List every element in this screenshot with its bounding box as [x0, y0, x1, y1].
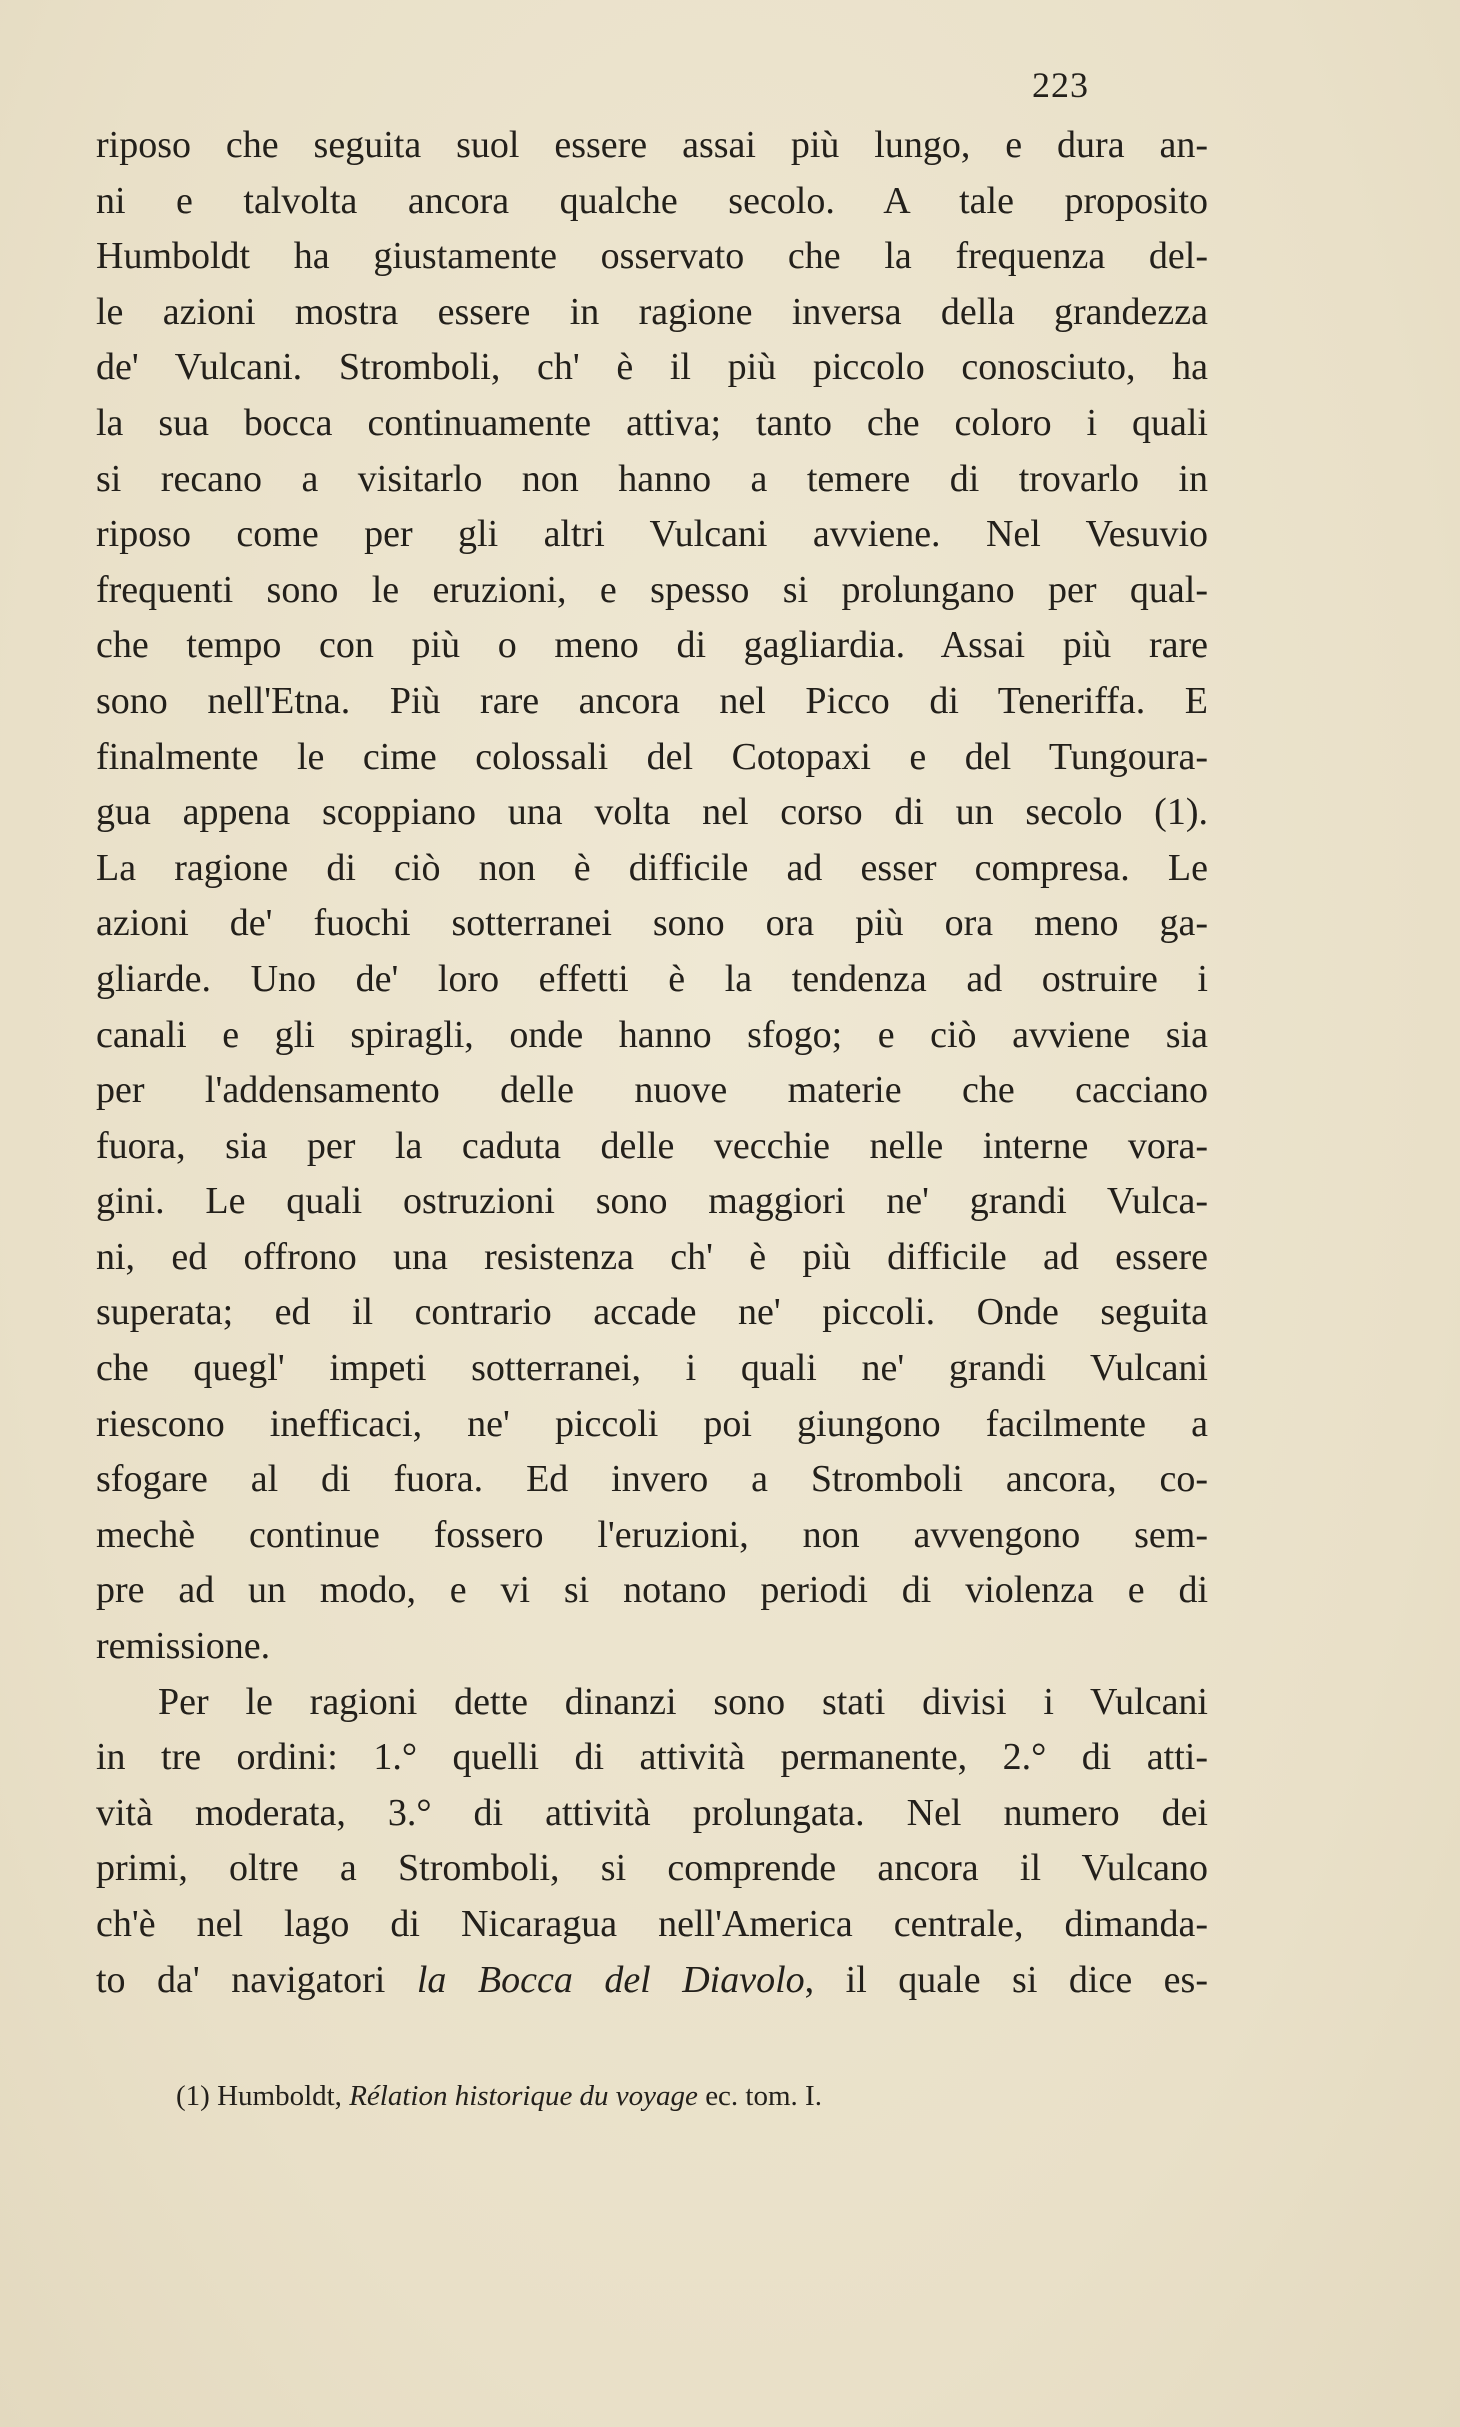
text-line: riescono inefficaci, ne' piccoli poi giungono facilmente a	[96, 1402, 1208, 1445]
text-line: gua appena scoppiano una volta nel corso di un secolo (1).	[96, 791, 1208, 834]
text-line: primi, oltre a Stromboli, si comprende ancora il Vulcano	[96, 1847, 1208, 1890]
text-line: sono nell'Etna. Più rare ancora nel Picco di Teneriffa. E	[96, 679, 1208, 722]
text-line: riposo che seguita suol essere assai più lungo, e dura an-	[96, 124, 1208, 166]
text-line: ni e talvolta ancora qualche secolo. A tale proposito	[96, 179, 1208, 222]
text-segment: to da' navigatori	[96, 1958, 417, 2001]
text-line: Per le ragioni dette dinanzi sono stati divisi i Vulcani	[158, 1680, 1208, 1723]
body-text	[96, 118, 1208, 2008]
text-line: frequenti sono le eruzioni, e spesso si prolungano per qual-	[96, 568, 1208, 611]
text-line: vità moderata, 3.° di attività prolungata. Nel numero dei	[96, 1791, 1208, 1834]
text-line: per l'addensamento delle nuove materie che cacciano	[96, 1069, 1208, 1112]
text-line: la sua bocca continuamente attiva; tanto che coloro i quali	[96, 401, 1208, 444]
footnote	[176, 2080, 822, 2113]
text-line: riposo come per gli altri Vulcani avviene. Nel Vesuvio	[96, 513, 1208, 556]
text-line: le azioni mostra essere in ragione inversa della grandezza	[96, 290, 1208, 333]
text-line: de' Vulcani. Stromboli, ch' è il più piccolo conosciuto, ha	[96, 346, 1208, 389]
text-line: sfogare al di fuora. Ed invero a Stromboli ancora, co-	[96, 1458, 1208, 1501]
text-line: fuora, sia per la caduta delle vecchie nelle interne vora-	[96, 1124, 1208, 1167]
text-line: canali e gli spiragli, onde hanno sfogo; e ciò avviene sia	[96, 1013, 1208, 1056]
text-line: ni, ed offrono una resistenza ch' è più difficile ad essere	[96, 1235, 1208, 1278]
text-line: finalmente le cime colossali del Cotopaxi e del Tungoura-	[96, 735, 1208, 778]
text-segment: , il quale si dice es-	[804, 1958, 1208, 2001]
text-line: mechè continue fossero l'eruzioni, non avvengono sem-	[96, 1513, 1208, 1556]
text-line: si recano a visitarlo non hanno a temere di trovarlo in	[96, 457, 1208, 500]
text-line: in tre ordini: 1.° quelli di attività permanente, 2.° di atti-	[96, 1736, 1208, 1779]
text-line: Humboldt ha giustamente osservato che la frequenza del-	[96, 235, 1208, 278]
text-line: ch'è nel lago di Nicaragua nell'America centrale, dimanda-	[96, 1903, 1208, 1945]
text-line: La ragione di ciò non è difficile ad esser compresa. Le	[96, 846, 1208, 889]
text-line: pre ad un modo, e vi si notano periodi di violenza e di	[96, 1569, 1208, 1612]
text-line: superata; ed il contrario accade ne' piccoli. Onde seguita	[96, 1291, 1208, 1334]
footnote-italic-title: Rélation historique du voyage	[349, 2080, 698, 2112]
text-line: che quegl' impeti sotterranei, i quali ne' grandi Vulcani	[96, 1347, 1208, 1390]
text-line: che tempo con più o meno di gagliardia. Assai più rare	[96, 624, 1208, 667]
text-line: remissione.	[96, 1625, 271, 1668]
text-line: azioni de' fuochi sotterranei sono ora più ora meno ga-	[96, 902, 1208, 945]
footnote-text: ec. tom. I.	[697, 2080, 822, 2112]
footnote-text: (1) Humboldt,	[176, 2080, 350, 2112]
page-number: 223	[1032, 65, 1089, 105]
italic-title: la Bocca del Diavolo	[416, 1958, 805, 2001]
text-line: gini. Le quali ostruzioni sono maggiori ne' grandi Vulca-	[96, 1180, 1208, 1223]
text-line: gliarde. Uno de' loro effetti è la tendenza ad ostruire i	[96, 957, 1208, 1000]
text-line-last	[96, 1953, 1208, 2009]
